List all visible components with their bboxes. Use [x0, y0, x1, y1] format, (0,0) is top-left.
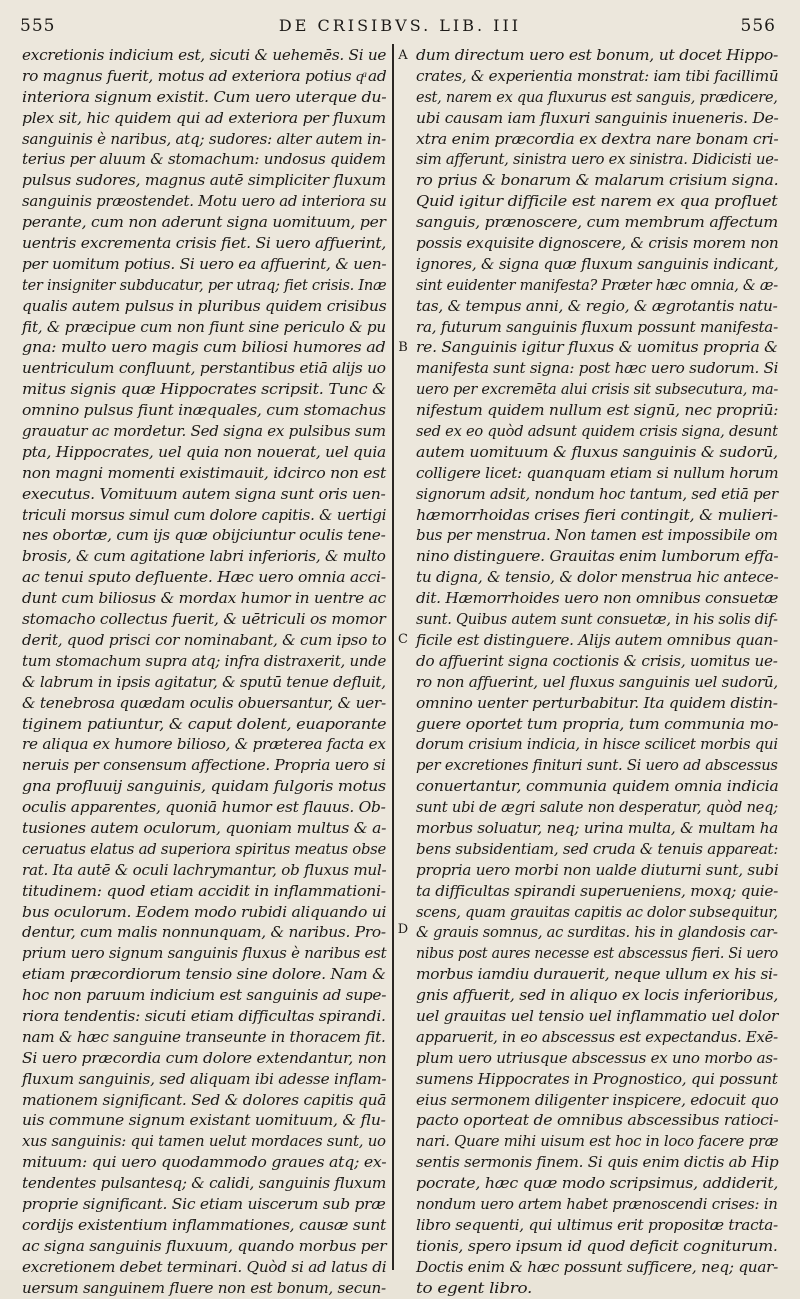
text-line: re. Sanguinis igitur fluxus & uomitus propria &: [416, 339, 778, 357]
text-line: & tenebrosa quædam oculis obuersantur, & uer-: [22, 694, 386, 712]
text-line: Doctis enim & hæc possunt sufficere, neq; quar-: [416, 1258, 779, 1276]
text-line: ro prius & bonarum & malarum crisium signa.: [416, 172, 779, 190]
text-line: uentriculum confluunt, perstantibus etiā alijs uo: [22, 360, 386, 378]
text-line: dit. Hæmorrhoides uero non omnibus consuetæ: [416, 590, 779, 608]
text-line: apparuerit, in eo abscessus est expectandus. Exē-: [416, 1028, 778, 1046]
text-line: nam & hæc sanguine transeunte in thoracem fit.: [22, 1028, 386, 1046]
margin-letter-a: A: [398, 48, 408, 63]
text-line: per uomitum potius. Si uero ea affuerint, & uen-: [22, 255, 387, 273]
text-line: riora tendentis: sicuti etiam difficultas spirandi.: [22, 1007, 386, 1025]
text-line: fit, & præcipue cum non fiunt sine periculo & pu: [22, 318, 386, 336]
text-line: signorum adsit, nondum hoc tantum, sed etiā per: [416, 485, 778, 503]
text-line: sanguinis è naribus, atq; sudores: alter autem in-: [22, 130, 386, 148]
text-line: sanguis, prænoscere, cum membrum affectum: [416, 214, 778, 232]
text-line: mitus signis quæ Hippocrates scripsit. Tunc &: [22, 381, 387, 399]
text-line: manifesta sunt signa: post hæc uero sudorum. Si: [416, 360, 779, 378]
text-line: ra, futurum sanguinis fluxum possunt manifesta-: [416, 318, 778, 336]
text-line: tas, & tempus anni, & regio, & ægrotantis natu-: [416, 297, 778, 315]
text-line: excretionis indicium est, sicuti & uehemēs. Si ue: [22, 47, 387, 64]
text-line: etiam præcordiorum tensio sine dolore. Nam &: [22, 966, 386, 984]
text-line: pocrate, hæc quæ modo scripsimus, addiderit,: [416, 1175, 779, 1193]
text-line: uersum sanguinem fluere non est bonum, secun-: [22, 1279, 386, 1297]
text-line: pacto oporteat de omnibus abscessibus ratioci-: [416, 1112, 779, 1130]
text-line: terius per aluum & stomachum: undosus quidem: [22, 151, 386, 169]
text-line: tusiones autem oculorum, quoniam multus & a-: [22, 819, 387, 837]
text-line: prium uero signum sanguinis fluxus è naribus est: [22, 945, 387, 963]
text-line: hæmorrhoidas crises fieri contingit, & mulieri-: [416, 506, 778, 524]
text-line: proprie significant. Sic etiam uiscerum sub præ: [22, 1195, 386, 1213]
text-line: gna profluuij sanguinis, quidam fulgoris motus: [22, 778, 386, 796]
text-line: executus. Vomituum autem signa sunt oris uen-: [22, 485, 386, 503]
text-line: Quid igitur difficile est narem ex qua profluet: [416, 193, 778, 211]
text-line: ter insigniter subducatur, per utraq; fiet crisis. Inæ: [22, 276, 387, 294]
text-line: mituum: qui uero quodammodo graues atq; ex-: [22, 1154, 387, 1172]
text-line: est, narem ex qua fluxurus est sanguis, prædicere,: [416, 88, 778, 106]
text-line: libro sequenti, qui ultimus erit propositæ tracta-: [416, 1216, 778, 1234]
right-text-column: [416, 46, 779, 1297]
text-line: uero per excremēta alui crisis sit subsecutura, ma-: [416, 381, 779, 399]
text-line: propria uero morbi non ualde diuturni sunt, subi: [416, 861, 779, 879]
text-line: nino distinguere. Grauitas enim lumborum effa-: [416, 548, 779, 566]
text-line: xtra enim præcordia ex dextra nare bonam cri-: [416, 130, 779, 148]
text-line: stomacho collectus fuerit, & uētriculi os momor: [22, 611, 386, 629]
margin-letter-c: C: [398, 632, 408, 647]
text-line: qualis autem pulsus in pluribus quidem crisibus: [22, 297, 387, 315]
text-line: bus per menstrua. Non tamen est impossibile om: [416, 527, 778, 545]
text-line: & labrum in ipsis agitatur, & sputū tenue defluit,: [22, 673, 386, 691]
text-line: nes obortæ, cum ijs quæ obijciuntur oculis tene-: [22, 527, 386, 545]
text-line: neruis per consensum affectione. Propria uero si: [22, 757, 386, 775]
column-divider: [392, 44, 394, 1270]
text-line: do affuerint signa coctionis & crisis, uomitus ue-: [416, 652, 778, 670]
text-line: gna: multo uero magis cum biliosi humores ad: [22, 339, 386, 357]
text-line: fluxum sanguinis, sed aliquam ibi adesse inflam-: [22, 1070, 387, 1088]
text-line: dum directum uero est bonum, ut docet Hippo-: [416, 47, 779, 64]
text-line: pulsus sudores, magnus autē simpliciter fluxum: [22, 172, 386, 190]
text-line: sanguinis præostendet. Motu uero ad interiora su: [22, 193, 387, 211]
text-line: possis exquisite dignoscere, & crisis morem non: [416, 235, 779, 253]
text-line: dunt cum biliosus & mordax humor in uentre ac: [22, 590, 386, 608]
text-line: autem uomituum & fluxus sanguinis & sudorū,: [416, 443, 778, 461]
text-line: dentur, cum malis nonnunquam, & naribus. Pro-: [22, 924, 386, 942]
text-line: tiginem patiuntur, & caput dolent, euaporante: [22, 715, 387, 733]
text-line: uel grauitas uel tensio uel inflammatio uel dolor: [416, 1007, 779, 1025]
text-line: dorum crisium indicia, in hisce scilicet morbis qui: [416, 736, 778, 754]
text-line: titudinem: quod etiam accidit in inflammationi-: [22, 882, 386, 900]
text-line: sumens Hippocrates in Prognostico, qui possunt: [416, 1070, 778, 1088]
text-line: sentis sermonis finem. Si quis enim dictis ab Hip: [416, 1154, 779, 1172]
text-line: nondum uero artem habet prænoscendi crises: in: [416, 1195, 778, 1213]
text-line: tendentes pulsantesq; & calidi, sanguinis fluxum: [22, 1175, 387, 1193]
margin-letter-b: B: [398, 340, 408, 355]
text-line: ro non affuerint, uel fluxus sanguinis uel sudorū,: [416, 673, 778, 691]
page-number-right: 556: [740, 16, 776, 36]
text-line: nibus post aures necesse est abscessus fieri. Si uero: [416, 945, 778, 963]
text-line: nari. Quare mihi uisum est hoc in loco facere præ: [416, 1133, 779, 1151]
text-line: bus oculorum. Eodem modo rubidi aliquando ui: [22, 903, 387, 921]
running-title: DE CRISIBVS. LIB. III: [278, 16, 522, 35]
text-line: per excretiones finituri sunt. Si uero ad abscessus: [416, 757, 778, 775]
text-line: tu digna, & tensio, & dolor menstrua hic antece-: [416, 569, 779, 587]
text-line: perante, cum non aderunt signa uomituum, per: [22, 214, 386, 232]
text-line: rat. Ita autē & oculi lachrymantur, ob fluxus mul-: [22, 861, 387, 879]
text-line: conuertantur, communia quidem omnia indicia: [416, 778, 779, 796]
text-line: triculi morsus simul cum dolore capitis. & uertigi: [22, 506, 387, 524]
text-line: hoc non paruum indicium est sanguinis ad supe-: [22, 987, 387, 1005]
text-line: to egent libro.: [416, 1279, 533, 1297]
text-line: guere oportet tum propria, tum communia mo-: [416, 715, 779, 733]
text-line: omnino pulsus fiunt inæquales, cum stomachus: [22, 402, 386, 420]
text-line: & grauis somnus, ac surditas. his in glandosis car-: [416, 924, 778, 942]
text-line: xus sanguinis: qui tamen uelut mordaces sunt, uo: [22, 1133, 386, 1151]
text-line: sim afferunt, sinistra uero ex sinistra. Didicisti ue-: [416, 151, 779, 169]
margin-letter-d: D: [397, 922, 409, 937]
text-line: re aliqua ex humore bilioso, & præterea facta ex: [22, 736, 386, 754]
text-line: nifestum quidem nullum est signū, nec propriū:: [416, 402, 779, 420]
text-line: sunt. Quibus autem sunt consuetæ, in his solis dif-: [416, 611, 778, 629]
text-line: bens subsidentiam, sed cruda & tenuis appareat:: [416, 840, 779, 858]
text-line: plum uero utriusque abscessus ex uno morbo as-: [416, 1049, 778, 1067]
left-text-column: [22, 46, 387, 1297]
text-line: cordijs existentium inflammationes, causæ sunt: [22, 1216, 387, 1234]
text-line: derit, quod prisci cor nominabant, & cum ipso to: [22, 631, 387, 649]
text-line: sint euidenter manifesta? Præter hæc omnia, & æ-: [416, 276, 778, 294]
text-line: grauatur ac mordetur. Sed signa ex pulsibus sum: [22, 423, 386, 441]
text-line: gnis affuerit, sed in aliquo ex locis inferioribus,: [416, 987, 779, 1005]
text-line: morbus soluatur, neq; urina multa, & multam ha: [416, 819, 779, 837]
text-line: omnino uenter perturbabitur. Ita quidem distin-: [416, 694, 778, 712]
text-line: brosis, & cum agitatione labri inferioris, & multo: [22, 548, 386, 566]
text-line: ficile est distinguere. Alijs autem omnibus quan-: [416, 631, 778, 649]
text-line: sunt ubi de ægri salute non desperatur, quòd neq;: [416, 799, 779, 817]
text-line: excretionem debet terminari. Quòd si ad latus di: [22, 1258, 387, 1276]
text-line: ceruatus elatus ad superiora spiritus meatus obse: [22, 840, 387, 858]
text-line: uis commune signum existant uomituum, & flu-: [22, 1112, 386, 1130]
text-line: ubi causam iam fluxuri sanguinis inueneris. De-: [416, 109, 779, 127]
text-line: sed ex eo quòd adsunt quidem crisis signa, desunt: [416, 423, 778, 441]
text-line: morbus iamdiu durauerit, neque ullum ex his si-: [416, 966, 778, 984]
text-line: ignores, & signa quæ fluxum sanguinis indicant,: [416, 255, 779, 273]
text-line: colligere licet: quanquam etiam si nullum horum: [416, 464, 779, 482]
text-line: oculis apparentes, quoniā humor est flauus. Ob-: [22, 799, 386, 817]
text-line: Si uero præcordia cum dolore extendantur, non: [22, 1049, 387, 1067]
text-line: plex sit, hic quidem qui ad exteriora per fluxum: [22, 109, 386, 127]
running-header: [0, 14, 800, 42]
text-line: eius sermonem diligenter inspicere, edocuit quo: [416, 1091, 779, 1109]
text-line: ac signa sanguinis fluxuum, quando morbus per: [22, 1237, 387, 1255]
text-line: non magni momenti existimauit, idcirco non est: [22, 464, 386, 482]
text-line: ac tenui sputo defluente. Hæc uero omnia acci-: [22, 569, 386, 587]
page-number-left: 555: [20, 16, 56, 36]
text-line: ta difficultas spirandi superueniens, moxq; quie-: [416, 882, 779, 900]
text-line: crates, & experientia monstrat: iam tibi facillimū: [416, 67, 779, 85]
text-line: mationem significant. Sed & dolores capitis quā: [22, 1091, 387, 1109]
text-line: pta, Hippocrates, uel quia non nouerat, uel quia: [22, 443, 386, 461]
text-line: interiora signum existit. Cum uero uterque du-: [22, 88, 387, 106]
text-line: uentris excrementa crisis fiet. Si uero affuerint,: [22, 235, 387, 253]
text-line: scens, quam grauitas capitis ac dolor subsequitur,: [416, 903, 778, 921]
text-line: tum stomachum supra atq; infra distraxerit, unde: [22, 652, 387, 670]
text-line: tionis, spero ipsum id quod deficit cogniturum.: [416, 1237, 778, 1255]
text-line: ro magnus fuerit, motus ad exteriora potius qͣ ad: [22, 67, 387, 85]
